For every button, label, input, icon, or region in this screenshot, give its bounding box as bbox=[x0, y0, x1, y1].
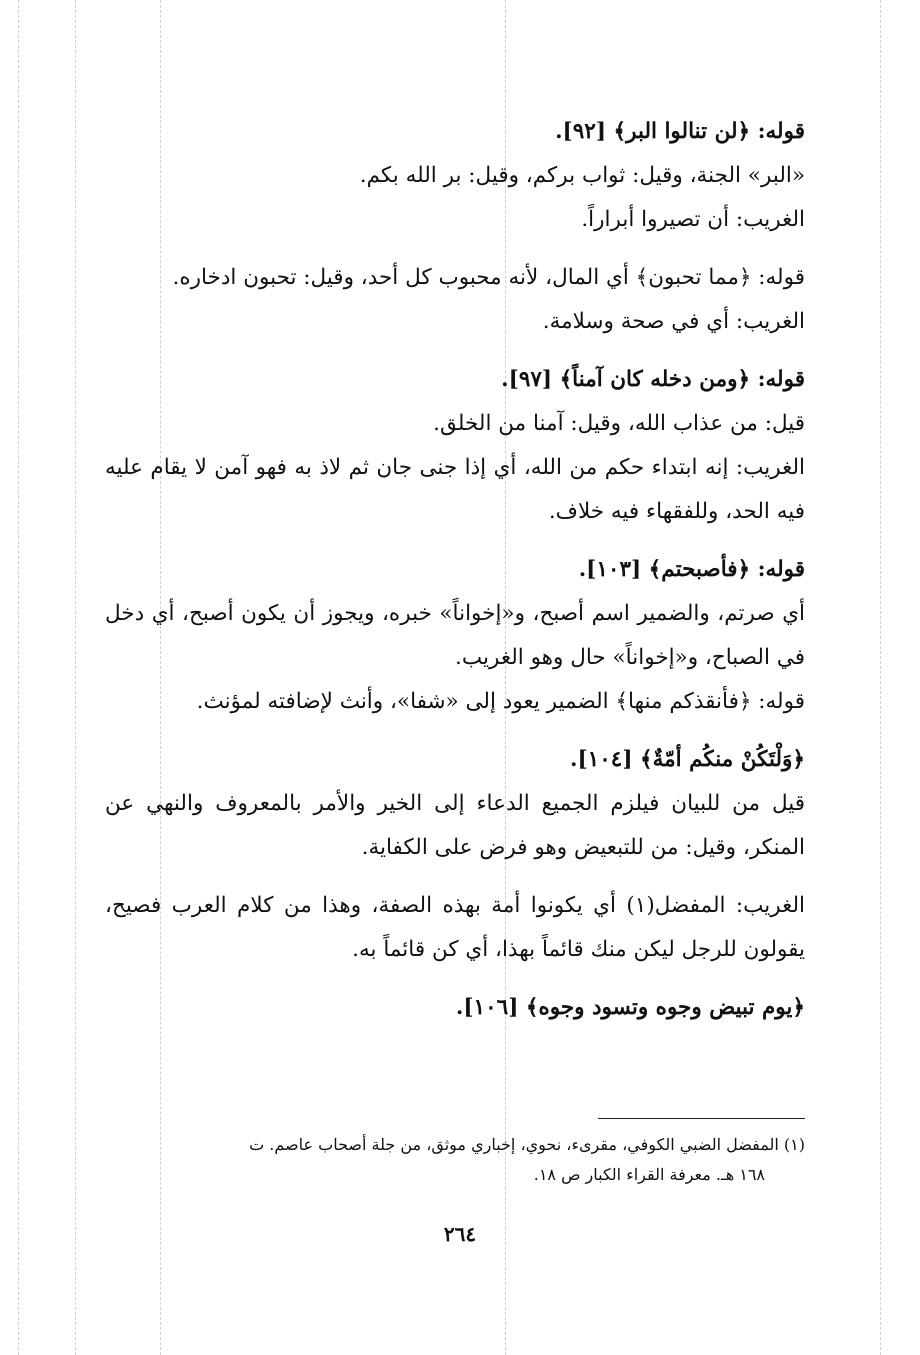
verse-paragraph: قوله: ﴿مما تحبون﴾ أي المال، لأنه محبوب كل أحد، وقيل: تحبون ادخاره. bbox=[172, 265, 805, 290]
page-number: ٢٦٤ bbox=[443, 1222, 477, 1246]
margin-guide-line bbox=[880, 0, 881, 1355]
commentary-paragraph: «البر» الجنة، وقيل: ثواب بركم، وقيل: بر الله بكم. bbox=[359, 163, 805, 188]
gharib-paragraph: الغريب: أن تصيروا أبراراً. bbox=[581, 207, 805, 232]
margin-guide-line bbox=[18, 0, 19, 1355]
footnote-separator bbox=[598, 1118, 805, 1119]
footnote bbox=[105, 1130, 805, 1190]
margin-guide-line bbox=[75, 0, 76, 1355]
verse-heading: قوله: ﴿لن تنالوا البر﴾ [٩٢]. bbox=[555, 119, 805, 144]
verse-heading: قوله: ﴿فأصبحتم﴾ [١٠٣]. bbox=[578, 557, 805, 582]
gharib-paragraph: الغريب: أي في صحة وسلامة. bbox=[542, 309, 805, 334]
commentary-paragraph: قيل من للبيان فيلزم الجميع الدعاء إلى الخير والأمر بالمعروف والنهي عن المنكر، وقيل: من للتبعيض وهو فرض على الكفاية. bbox=[105, 791, 805, 860]
footnote-line: ١٦٨ هـ. معرفة القراء الكبار ص ١٨. bbox=[533, 1165, 765, 1184]
gharib-paragraph: الغريب: المفضل(١) أي يكونوا أمة بهذه الصفة، وهذا من كلام العرب فصيح، يقولون للرجل ليكن منك قائماً بهذا، أي كن قائماً به. bbox=[105, 893, 805, 962]
commentary-paragraph: قيل: من عذاب الله، وقيل: آمنا من الخلق. bbox=[433, 411, 805, 436]
footnote-line: (١) المفضل الضبي الكوفي، مقرىء، نحوي، إخباري موثق، من جلة أصحاب عاصم. ت bbox=[249, 1135, 805, 1154]
verse-heading: ﴿وَلْتَكُنْ منكُم أمّةٌ﴾ [١٠٤]. bbox=[569, 747, 805, 772]
verse-heading: قوله: ﴿ومن دخله كان آمناً﴾ [٩٧]. bbox=[501, 367, 805, 392]
commentary-paragraph: أي صرتم، والضمير اسم أصبح، و«إخواناً» خبره، ويجوز أن يكون أصبح، أي دخل في الصباح، و«إخواناً» حال وهو الغريب. bbox=[105, 601, 805, 670]
gharib-paragraph: الغريب: إنه ابتداء حكم من الله، أي إذا جنى جان ثم لاذ به فهو آمن لا يقام عليه فيه الحد، وللفقهاء فيه خلاف. bbox=[105, 455, 805, 524]
page-body bbox=[105, 110, 805, 1030]
verse-heading: ﴿يوم تبيض وجوه وتسود وجوه﴾ [١٠٦]. bbox=[455, 995, 805, 1020]
verse-paragraph: قوله: ﴿فأنقذكم منها﴾ الضمير يعود إلى «شفا»، وأنث لإضافته لمؤنث. bbox=[196, 689, 805, 714]
